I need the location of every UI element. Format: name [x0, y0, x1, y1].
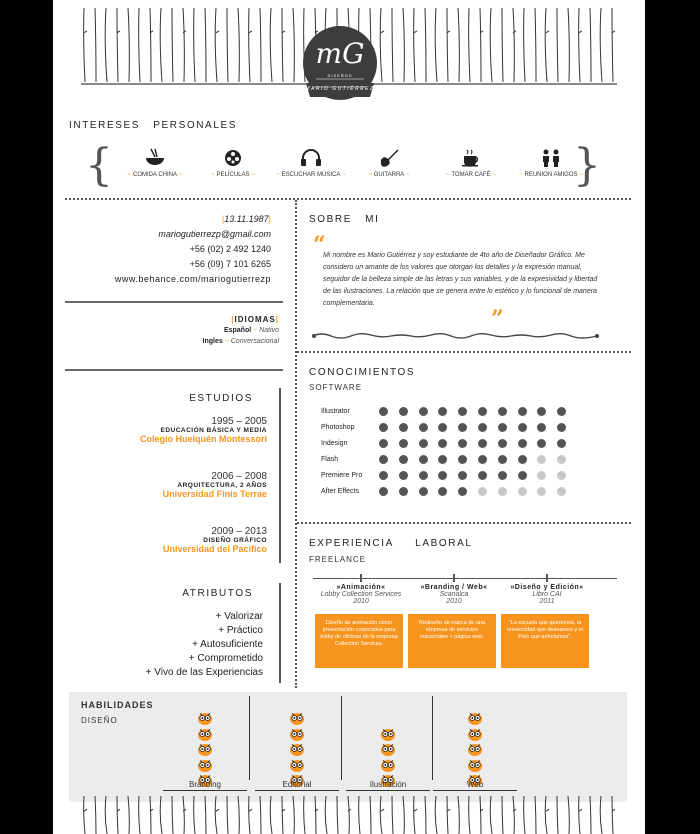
idioma-sep: ~	[222, 338, 231, 345]
interest-item	[511, 148, 591, 178]
skill-dot-empty	[478, 487, 487, 496]
skill-dot-filled	[419, 423, 428, 432]
exp-description: Rediseño de marca de una empresa de servicios industriales + página web.	[408, 614, 496, 668]
software-name: Indesign	[321, 440, 348, 447]
software-row	[321, 405, 521, 421]
skill-dot-filled	[518, 423, 527, 432]
diseno-subtitle: DISEÑO	[81, 716, 118, 725]
owl-rating-icon	[290, 759, 304, 772]
idioma-sep: ~	[251, 327, 260, 334]
logo-monogram: mG	[315, 37, 365, 70]
interest-item	[193, 148, 273, 178]
exp-heading	[501, 584, 593, 605]
skill-dot-empty	[537, 455, 546, 464]
divider-right-1	[297, 351, 631, 353]
exp-year: 2010	[446, 598, 462, 605]
skill-dot-filled	[379, 423, 388, 432]
estudios-line	[279, 388, 281, 563]
skill-dot-empty	[557, 471, 566, 480]
skill-name: Web	[466, 780, 484, 789]
software-row	[321, 437, 521, 453]
interest-label: ~ PELÍCULAS ~	[193, 172, 273, 178]
timeline-line	[313, 578, 617, 579]
skill-dot-filled	[458, 423, 467, 432]
owl-rating-icon	[290, 728, 304, 741]
estudio-school: Universidad Finis Terrae	[162, 489, 267, 499]
skill-dot-filled	[458, 487, 467, 496]
skill-separator	[341, 696, 342, 780]
idioma-level: Conversacional	[230, 338, 279, 345]
skill-dot-filled	[498, 471, 507, 480]
skill-dot-empty	[557, 455, 566, 464]
divider-top	[65, 198, 631, 200]
skill-dot-filled	[438, 455, 447, 464]
phone-1: +56 (02) 2 492 1240	[189, 244, 271, 254]
phone-2: +56 (09) 7 101 6265	[189, 259, 271, 269]
sobre-mi-text: Mi nombre es Mario Gutiérrez y soy estudiante de 4to año de Diseñador Gráfico. Me considero un amante de los valores que otorgan los detalles y la expresión manual, seguidor de la belleza simple de las letras y sus variables, y de la expresividad y libertad de las ilustraciones. La relación que se genera entre lo estético y lo funcional de manera complementaria.	[323, 252, 598, 307]
skill-dot-filled	[399, 439, 408, 448]
film-reel-icon	[221, 148, 245, 168]
skill-name: Branding	[188, 780, 222, 789]
estudio-item	[63, 526, 267, 554]
idioma-level: Nativo	[259, 327, 279, 334]
contact-block	[63, 212, 271, 287]
idioma-lang: Ingles	[202, 338, 223, 345]
skill-dot-filled	[537, 439, 546, 448]
skill-dot-filled	[419, 471, 428, 480]
estudio-school: Universidad del Pacífico	[162, 544, 267, 554]
atributos-title: ATRIBUTOS	[182, 588, 253, 599]
skill-separator	[432, 696, 433, 780]
skill-dot-filled	[518, 455, 527, 464]
skill-dot-filled	[379, 439, 388, 448]
logo-badge	[300, 25, 380, 105]
skill-dot-filled	[438, 487, 447, 496]
interest-item	[115, 148, 195, 178]
skill-dot-filled	[379, 455, 388, 464]
freelance-subtitle: FREELANCE	[309, 555, 367, 564]
owl-rating-icon	[290, 712, 304, 725]
skill-dot-filled	[419, 487, 428, 496]
close-quote-icon: ”	[491, 306, 504, 332]
skill-dot-filled	[399, 455, 408, 464]
squiggle-divider	[311, 330, 601, 342]
exp-client: Scanalca	[439, 591, 469, 598]
timeline-tick	[546, 574, 548, 582]
interest-label: ~ GUITARRA ~	[349, 172, 429, 178]
software-name: After Effects	[321, 488, 359, 495]
exp-year: 2011	[539, 598, 555, 605]
skill-dot-empty	[537, 471, 546, 480]
software-name: Flash	[321, 456, 339, 463]
skill-baseline	[346, 790, 430, 791]
exp-year: 2010	[353, 598, 369, 605]
skill-dot-filled	[458, 439, 467, 448]
interest-label: ~ ESCUCHAR MÚSICA ~	[271, 172, 351, 178]
skill-dot-filled	[518, 439, 527, 448]
interest-item	[349, 148, 429, 178]
timeline-tick	[453, 574, 455, 582]
skill-name: Editorial	[282, 780, 312, 789]
skill-dot-filled	[438, 407, 447, 416]
exp-role: »Diseño y Edición«	[510, 584, 584, 591]
skill-dot-filled	[537, 423, 546, 432]
exp-client: Libro CAI	[532, 591, 562, 598]
owl-rating-icon	[381, 728, 395, 741]
skill-dot-filled	[379, 471, 388, 480]
guitar-icon	[377, 148, 401, 168]
experiencia-title: EXPERIENCIA LABORAL	[309, 538, 473, 549]
owl-rating-icon	[468, 759, 482, 772]
conocimientos-title: CONOCIMIENTOS	[309, 367, 416, 378]
email-text[interactable]: mariogutierrezp@gmail.com	[158, 229, 271, 239]
idiomas-title: |IDIOMAS|	[231, 315, 279, 324]
skill-dot-filled	[399, 423, 408, 432]
owl-rating-icon	[468, 743, 482, 756]
atributo-item: + Vivo de las Experiencias	[145, 667, 263, 678]
skill-dot-filled	[438, 423, 447, 432]
estudio-item	[63, 416, 267, 444]
skill-dot-filled	[438, 439, 447, 448]
exp-heading	[408, 584, 500, 605]
logo-name: MARIO GUTIÉRREZ	[305, 86, 375, 92]
skill-dot-filled	[498, 423, 507, 432]
idioma-lang: Español	[223, 327, 252, 334]
estudio-years: 1995 – 2005	[211, 416, 267, 427]
skill-dot-filled	[498, 439, 507, 448]
interest-label: ~ REUNION AMIGOS ~	[511, 172, 591, 178]
idioma-row	[63, 336, 279, 347]
bowl-chopsticks-icon	[143, 148, 167, 168]
skill-dot-filled	[478, 439, 487, 448]
skill-dot-filled	[458, 455, 467, 464]
skill-dot-filled	[399, 471, 408, 480]
owl-rating-icon	[381, 759, 395, 772]
skill-baseline	[433, 790, 517, 791]
exp-role: »Animación«	[336, 584, 386, 591]
estudio-years: 2009 – 2013	[211, 526, 267, 537]
divider-contact	[65, 301, 283, 303]
exp-description: "La escuela que queremos, la universidad que deseamos y el País que anhelamos".	[501, 614, 589, 668]
exp-heading	[315, 584, 407, 605]
owl-rating-icon	[468, 728, 482, 741]
skill-dot-filled	[557, 423, 566, 432]
skill-dot-empty	[518, 487, 527, 496]
coffee-cup-icon	[459, 148, 483, 168]
headphones-icon	[299, 148, 323, 168]
interest-item	[271, 148, 351, 178]
exp-role: »Branding / Web«	[420, 584, 488, 591]
software-name: Premiere Pro	[321, 472, 363, 479]
skill-dot-filled	[458, 471, 467, 480]
skill-dot-filled	[518, 471, 527, 480]
skill-dot-filled	[518, 407, 527, 416]
skill-dot-filled	[458, 407, 467, 416]
atributos-list	[63, 610, 263, 680]
divider-vertical	[295, 200, 297, 688]
timeline-tick	[360, 574, 362, 582]
software-row	[321, 469, 521, 485]
divider-right-2	[297, 522, 631, 524]
atributo-item: + Valorizar	[215, 611, 263, 622]
estudio-item	[63, 471, 267, 499]
estudio-degree: EDUCACIÓN BÁSICA Y MEDIA	[160, 427, 267, 434]
idioma-row	[63, 325, 279, 336]
owl-rating-icon	[381, 743, 395, 756]
skill-separator	[249, 696, 250, 780]
skill-dot-filled	[478, 471, 487, 480]
owl-rating-icon	[198, 759, 212, 772]
habilidades-title: HABILIDADES	[81, 700, 154, 710]
skill-dot-filled	[478, 455, 487, 464]
skill-dot-filled	[419, 407, 428, 416]
idiomas-block	[63, 314, 279, 347]
skill-dot-filled	[419, 455, 428, 464]
software-row	[321, 485, 521, 501]
interest-label: ~ TOMAR CAFÉ ~	[431, 172, 511, 178]
skill-dot-filled	[379, 407, 388, 416]
open-quote-icon: “	[313, 232, 326, 258]
atributos-line	[279, 583, 281, 683]
software-name: Illustrator	[321, 408, 350, 415]
software-subtitle: SOFTWARE	[309, 383, 363, 392]
software-row	[321, 453, 521, 469]
skill-dot-filled	[478, 423, 487, 432]
atributo-item: + Comprometido	[188, 653, 263, 664]
interest-item	[431, 148, 511, 178]
skill-dot-filled	[379, 487, 388, 496]
intereses-title: INTERESES PERSONALES	[69, 120, 238, 131]
skill-dot-empty	[498, 487, 507, 496]
skill-dot-filled	[419, 439, 428, 448]
skill-baseline	[163, 790, 247, 791]
interest-label: ~ COMIDA CHINA ~	[115, 172, 195, 178]
skill-dot-filled	[478, 407, 487, 416]
skill-baseline	[255, 790, 339, 791]
resume-page	[53, 0, 645, 834]
right-brace: }	[573, 140, 601, 191]
owl-rating-icon	[198, 712, 212, 725]
skill-dot-empty	[537, 487, 546, 496]
estudio-school: Colegio Huelquén Montessori	[139, 434, 267, 444]
logo-tag: DISEÑOS	[327, 73, 353, 78]
sobre-mi-title: SOBRE MI	[309, 214, 380, 225]
owl-rating-icon	[290, 743, 304, 756]
exp-client: Lobby Collection Services	[320, 591, 402, 598]
exp-description: Diseño de animación como presentación corporativa para lobby de oficinas de la empresa Collection Services.	[315, 614, 403, 668]
owl-rating-icon	[198, 743, 212, 756]
skill-dot-filled	[498, 455, 507, 464]
software-row	[321, 421, 521, 437]
skill-name: Ilustración	[369, 780, 407, 789]
estudio-degree: DISEÑO GRÁFICO	[203, 537, 267, 544]
skill-dot-filled	[498, 407, 507, 416]
skill-dot-filled	[399, 487, 408, 496]
skill-dot-filled	[557, 407, 566, 416]
friends-icon	[539, 148, 563, 168]
birth-date: |13.11.1987|	[221, 214, 271, 224]
left-brace: {	[85, 140, 113, 191]
estudio-degree: ARQUITECTURA, 2 AÑOS	[177, 482, 267, 489]
atributo-item: + Autosuficiente	[192, 639, 263, 650]
skill-dot-filled	[557, 439, 566, 448]
skill-dot-empty	[557, 487, 566, 496]
owl-rating-icon	[198, 728, 212, 741]
bottom-fence-decoration	[81, 796, 617, 834]
estudio-years: 2006 – 2008	[211, 471, 267, 482]
divider-idiomas	[65, 369, 283, 371]
website-link[interactable]: www.behance.com/mariogutierrezp	[114, 274, 271, 284]
skill-dot-filled	[399, 407, 408, 416]
estudios-title: ESTUDIOS	[189, 393, 253, 404]
skill-dot-filled	[537, 407, 546, 416]
atributo-item: + Práctico	[218, 625, 263, 636]
owl-rating-icon	[468, 712, 482, 725]
software-name: Photoshop	[321, 424, 355, 431]
skill-dot-filled	[438, 471, 447, 480]
